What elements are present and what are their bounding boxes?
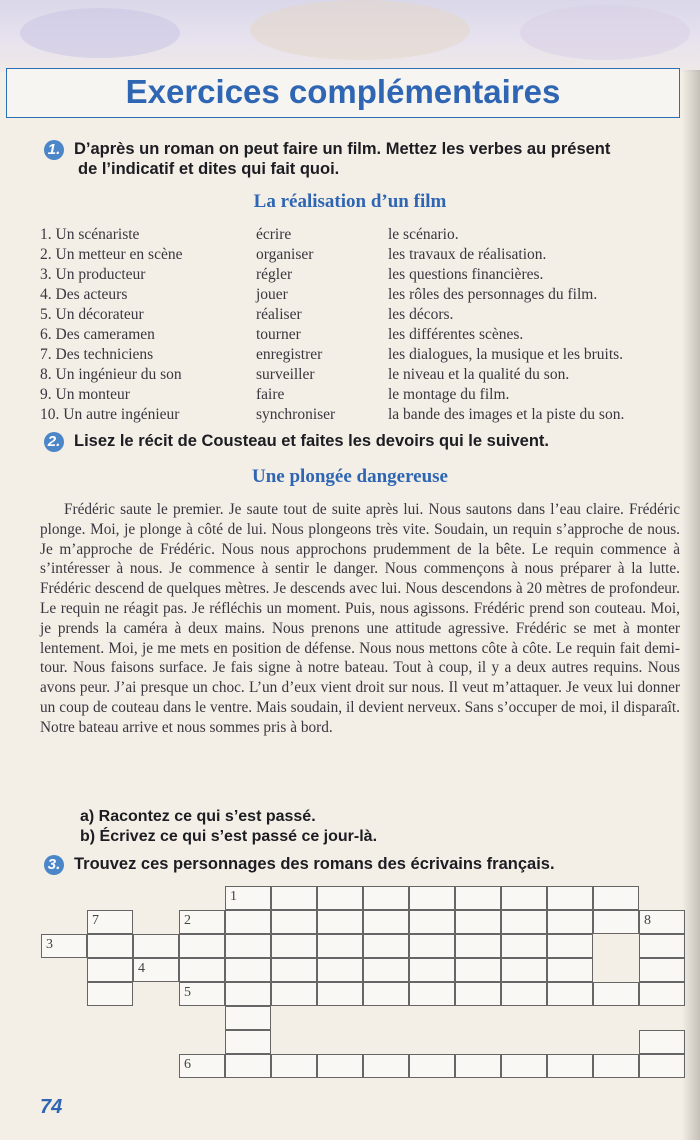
- crossword-cell[interactable]: [271, 910, 317, 934]
- role-cell: 6. Des cameramen: [40, 326, 155, 343]
- crossword-cell[interactable]: [409, 1054, 455, 1078]
- crossword-cell[interactable]: [363, 958, 409, 982]
- crossword-cell[interactable]: [501, 886, 547, 910]
- crossword-cell[interactable]: [317, 886, 363, 910]
- crossword-cell[interactable]: [455, 886, 501, 910]
- table-row: [40, 306, 624, 326]
- crossword-cell[interactable]: [501, 910, 547, 934]
- table-row: [40, 346, 624, 366]
- exercise-3-instruction: [44, 855, 555, 875]
- crossword-cell[interactable]: [87, 958, 133, 982]
- crossword-cell[interactable]: [179, 910, 225, 934]
- crossword-cell[interactable]: [363, 1054, 409, 1078]
- page-title: Exercices complémentaires: [125, 73, 561, 110]
- role-cell: 10. Un autre ingénieur: [40, 406, 180, 423]
- task-cell: la bande des images et la piste du son.: [388, 406, 625, 423]
- task-cell: le montage du film.: [388, 386, 510, 403]
- verb-cell: régler: [256, 266, 293, 283]
- clue-number: 1: [230, 889, 237, 904]
- crossword-cell[interactable]: [363, 886, 409, 910]
- crossword-cell[interactable]: [593, 910, 639, 934]
- crossword-cell[interactable]: [317, 910, 363, 934]
- crossword-cell[interactable]: [363, 934, 409, 958]
- role-cell: 9. Un monteur: [40, 386, 130, 403]
- verb-cell: enregistrer: [256, 346, 323, 363]
- page-edge-shadow: [682, 70, 700, 1140]
- crossword-cell[interactable]: [455, 910, 501, 934]
- exercise-1-text-line2: de l’indicatif et dites qui fait quoi.: [78, 160, 340, 178]
- crossword-cell[interactable]: [225, 910, 271, 934]
- crossword-cell[interactable]: [133, 934, 179, 958]
- crossword-cell[interactable]: [547, 982, 593, 1006]
- table-row: [40, 326, 624, 346]
- table-row: [40, 266, 624, 286]
- crossword-cell[interactable]: [179, 982, 225, 1006]
- role-cell: 2. Un metteur en scène: [40, 246, 183, 263]
- clue-number: 4: [138, 961, 145, 976]
- crossword-cell[interactable]: [547, 886, 593, 910]
- crossword-cell[interactable]: [271, 886, 317, 910]
- crossword-cell[interactable]: [593, 886, 639, 910]
- task-cell: le scénario.: [388, 226, 459, 243]
- verb-cell: réaliser: [256, 306, 302, 323]
- crossword-cell[interactable]: [547, 934, 593, 958]
- crossword-cell[interactable]: [639, 958, 685, 982]
- crossword-cell[interactable]: [409, 886, 455, 910]
- crossword-cell[interactable]: [639, 982, 685, 1006]
- crossword-cell[interactable]: [271, 934, 317, 958]
- crossword-cell[interactable]: [179, 934, 225, 958]
- verb-cell: faire: [256, 386, 285, 403]
- crossword-cell[interactable]: [133, 958, 179, 982]
- crossword-cell[interactable]: [593, 1054, 639, 1078]
- exercise-1-text-line1: D’après un roman on peut faire un film. Mettez les verbes au présent: [74, 140, 611, 158]
- crossword-cell[interactable]: [271, 958, 317, 982]
- verb-cell: écrire: [256, 226, 292, 243]
- crossword-cell[interactable]: [363, 910, 409, 934]
- crossword-cell[interactable]: [87, 982, 133, 1006]
- crossword-cell[interactable]: [455, 958, 501, 982]
- crossword-cell[interactable]: [547, 910, 593, 934]
- task-cell: les dialogues, la musique et les bruits.: [388, 346, 624, 363]
- crossword-cell[interactable]: [409, 910, 455, 934]
- crossword-cell[interactable]: [501, 982, 547, 1006]
- crossword-cell[interactable]: [409, 958, 455, 982]
- exercise-3-text: Trouvez ces personnages des romans des écrivains français.: [74, 855, 555, 873]
- crossword-cell[interactable]: [225, 1054, 271, 1078]
- role-cell: 1. Un scénariste: [40, 226, 140, 243]
- verb-cell: organiser: [256, 246, 314, 263]
- crossword-cell[interactable]: [271, 1054, 317, 1078]
- exercise-2-subtitle: Une plongée dangereuse: [252, 466, 448, 487]
- exercise-1-number: 1.: [44, 140, 64, 160]
- role-cell: 7. Des techniciens: [40, 346, 154, 363]
- clue-number: 6: [184, 1057, 191, 1072]
- crossword-cell[interactable]: [225, 1006, 271, 1030]
- crossword-cell[interactable]: [547, 958, 593, 982]
- crossword-cell[interactable]: [317, 982, 363, 1006]
- clue-number: 7: [92, 913, 99, 928]
- crossword-cell[interactable]: [225, 982, 271, 1006]
- crossword-cell[interactable]: [179, 958, 225, 982]
- exercise-1-instruction: [44, 140, 610, 160]
- exercise-1-subtitle: La réalisation d’un film: [253, 191, 447, 212]
- verb-cell: jouer: [256, 286, 288, 303]
- crossword-cell[interactable]: [317, 958, 363, 982]
- table-row: [40, 246, 624, 266]
- title-box: [6, 68, 680, 118]
- role-cell: 3. Un producteur: [40, 266, 146, 283]
- crossword-cell[interactable]: [179, 1054, 225, 1078]
- clue-number: 8: [644, 913, 651, 928]
- role-cell: 5. Un décorateur: [40, 306, 144, 323]
- crossword-cell[interactable]: [317, 934, 363, 958]
- exercise-3-number: 3.: [44, 855, 64, 875]
- table-row: [40, 406, 624, 426]
- page-number: 74: [40, 1096, 63, 1118]
- task-cell: les questions financières.: [388, 266, 544, 283]
- crossword-cell[interactable]: [501, 958, 547, 982]
- table-row: [40, 366, 624, 386]
- crossword-cell[interactable]: [409, 982, 455, 1006]
- verb-cell: surveiller: [256, 366, 315, 383]
- crossword-cell[interactable]: [225, 1030, 271, 1054]
- crossword-cell[interactable]: [501, 1054, 547, 1078]
- task-b: b) Écrivez ce qui s’est passé ce jour-là.: [80, 828, 378, 845]
- task-cell: les rôles des personnages du film.: [388, 286, 598, 303]
- task-cell: les décors.: [388, 306, 454, 323]
- crossword-cell[interactable]: [225, 958, 271, 982]
- crossword-cell[interactable]: [501, 934, 547, 958]
- task-cell: les différentes scènes.: [388, 326, 524, 343]
- exercise-2-number: 2.: [44, 432, 64, 452]
- crossword-cell[interactable]: [225, 886, 271, 910]
- clue-number: 3: [46, 937, 53, 952]
- top-banner-image: [0, 0, 700, 72]
- exercise-2-instruction: [44, 432, 549, 452]
- verb-cell: synchroniser: [256, 406, 336, 423]
- crossword-cell[interactable]: [271, 982, 317, 1006]
- table-row: [40, 286, 624, 306]
- task-cell: le niveau et la qualité du son.: [388, 366, 570, 383]
- role-cell: 8. Un ingénieur du son: [40, 366, 182, 383]
- crossword-cell[interactable]: [317, 1054, 363, 1078]
- crossword-cell[interactable]: [639, 1054, 685, 1078]
- crossword-cell[interactable]: [455, 982, 501, 1006]
- crossword-cell[interactable]: [87, 934, 133, 958]
- clue-number: 2: [184, 913, 191, 928]
- story-paragraph: Frédéric saute le premier. Je saute tout de suite après lui. Nous sautons dans l’eau claire. Frédéric plonge. Moi, je plonge à côté de lui. Nous plongeons très vite. Soudain, un requin s’approche de nous. Je m’approche de Frédéric. Nous nous approchons prudemment de la bête. Le requin commence à s’intéresser à nous. Je commence à sentir le danger. Nous commençons à nous préparer à la lutte. Frédéric descend de quelques mètres. Je descends avec lui. Nous descendons à 20 mètres de profondeur. Le requin ne réagit pas. Je réfléchis un moment. Puis, nous agissons. Frédéric prend son couteau. Moi, je prends la caméra à deux mains. Nous prenons une attitude agressive. Frédéric se met à monter lentement. Moi, je me mets en position de défense. Nous nous mettons côte à côte. Le requin fait demi-tour. Nous faisons surface. Je fais signe à notre bateau. Tout à coup, il y a deux autres requins. Nous avons peur. J’ai presque un choc. L’un d’eux vient droit sur nous. Il veut m’attaquer. Je veux lui donner un coup de couteau dans le ventre. Mais soudain, il devient nerveux. Sans s’occuper de moi, il disparaît. Notre bateau arrive et nous sommes pris à bord.: [40, 501, 680, 736]
- task-cell: les travaux de réalisation.: [388, 246, 547, 263]
- crossword-cell[interactable]: [639, 910, 685, 934]
- crossword-cell[interactable]: [547, 1054, 593, 1078]
- verb-cell: tourner: [256, 326, 301, 343]
- crossword-cell[interactable]: [639, 934, 685, 958]
- task-a: a) Racontez ce qui s’est passé.: [80, 808, 316, 825]
- table-row: [40, 226, 624, 246]
- crossword-cell[interactable]: [409, 934, 455, 958]
- film-roles-table: [40, 226, 624, 426]
- crossword-cell[interactable]: [639, 1030, 685, 1054]
- crossword-cell[interactable]: [41, 934, 87, 958]
- crossword-cell[interactable]: [455, 934, 501, 958]
- crossword-cell[interactable]: [225, 934, 271, 958]
- crossword-cell[interactable]: [87, 910, 133, 934]
- table-row: [40, 386, 624, 406]
- exercise-2-text: Lisez le récit de Cousteau et faites les devoirs qui le suivent.: [74, 432, 549, 450]
- role-cell: 4. Des acteurs: [40, 286, 128, 303]
- clue-number: 5: [184, 985, 191, 1000]
- crossword-cell[interactable]: [455, 1054, 501, 1078]
- crossword-cell[interactable]: [593, 982, 639, 1006]
- crossword-cell[interactable]: [363, 982, 409, 1006]
